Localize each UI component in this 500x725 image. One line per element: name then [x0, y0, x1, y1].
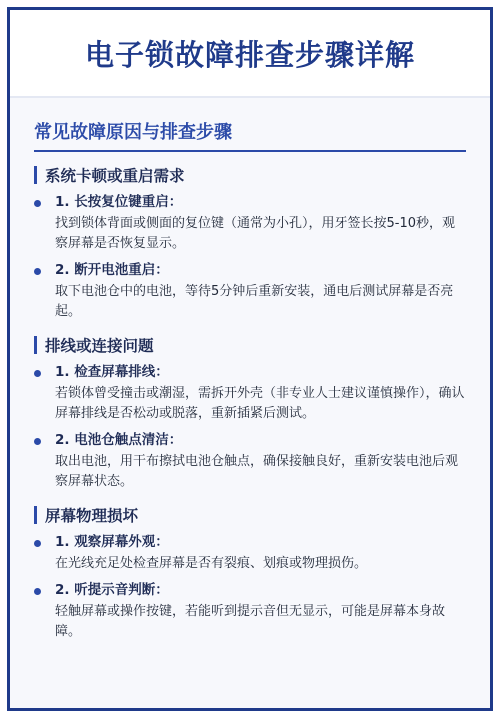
- item-title: 2. 电池仓触点清洁：: [55, 432, 183, 448]
- item-title: 1. 长按复位键重启：: [55, 194, 183, 210]
- section-title: 排线或连接问题: [45, 337, 154, 355]
- section-cable-connection: [34, 334, 466, 492]
- item-text: 取出电池，用干布擦拭电池仓触点，确保接触良好，重新安装电池后观察屏幕状态。: [55, 454, 459, 489]
- item-title: 2. 听提示音判断：: [55, 582, 169, 598]
- item-title: 1. 检查屏幕排线：: [55, 364, 169, 380]
- section-screen-damage: [34, 504, 466, 642]
- item-text: 轻触屏幕或操作按键，若能听到提示音但无显示，可能是屏幕本身故障。: [55, 604, 446, 639]
- item-text: 取下电池仓中的电池，等待5分钟后重新安装，通电后测试屏幕是否亮起。: [55, 284, 454, 319]
- bullet-dot-icon: [34, 588, 41, 595]
- section-system-lag: [34, 164, 466, 322]
- bullet-dot-icon: [34, 268, 41, 275]
- list-item: [34, 580, 466, 642]
- item-title: 2. 断开电池重启：: [55, 262, 169, 278]
- poster-frame: [7, 7, 493, 711]
- section-accent-bar: [34, 506, 37, 524]
- section-header: [34, 164, 466, 186]
- list-item: [34, 260, 466, 322]
- title-band: [10, 10, 490, 98]
- list-item: [34, 192, 466, 254]
- section-accent-bar: [34, 166, 37, 184]
- section-accent-bar: [34, 336, 37, 354]
- item-text: 在光线充足处检查屏幕是否有裂痕、划痕或物理损伤。: [55, 556, 368, 571]
- section-title: 系统卡顿或重启需求: [45, 167, 185, 185]
- page-subtitle: 常见故障原因与排查步骤: [34, 122, 232, 143]
- bullet-dot-icon: [34, 370, 41, 377]
- bullet-dot-icon: [34, 438, 41, 445]
- item-title: 1. 观察屏幕外观：: [55, 534, 169, 550]
- list-item: [34, 430, 466, 492]
- section-title: 屏幕物理损坏: [45, 507, 139, 525]
- item-text: 找到锁体背面或侧面的复位键（通常为小孔），用牙签长按5-10秒，观察屏幕是否恢复显示。: [55, 216, 456, 251]
- subtitle-bar: [34, 118, 466, 152]
- list-item: [34, 532, 466, 574]
- list-item: [34, 362, 466, 424]
- bullet-dot-icon: [34, 540, 41, 547]
- item-text: 若锁体曾受撞击或潮湿，需拆开外壳（非专业人士建议谨慎操作），确认屏幕排线是否松动或脱落，重新插紧后测试。: [55, 386, 465, 421]
- section-header: [34, 334, 466, 356]
- section-header: [34, 504, 466, 526]
- page-title: 电子锁故障排查步骤详解: [84, 37, 415, 72]
- bullet-dot-icon: [34, 200, 41, 207]
